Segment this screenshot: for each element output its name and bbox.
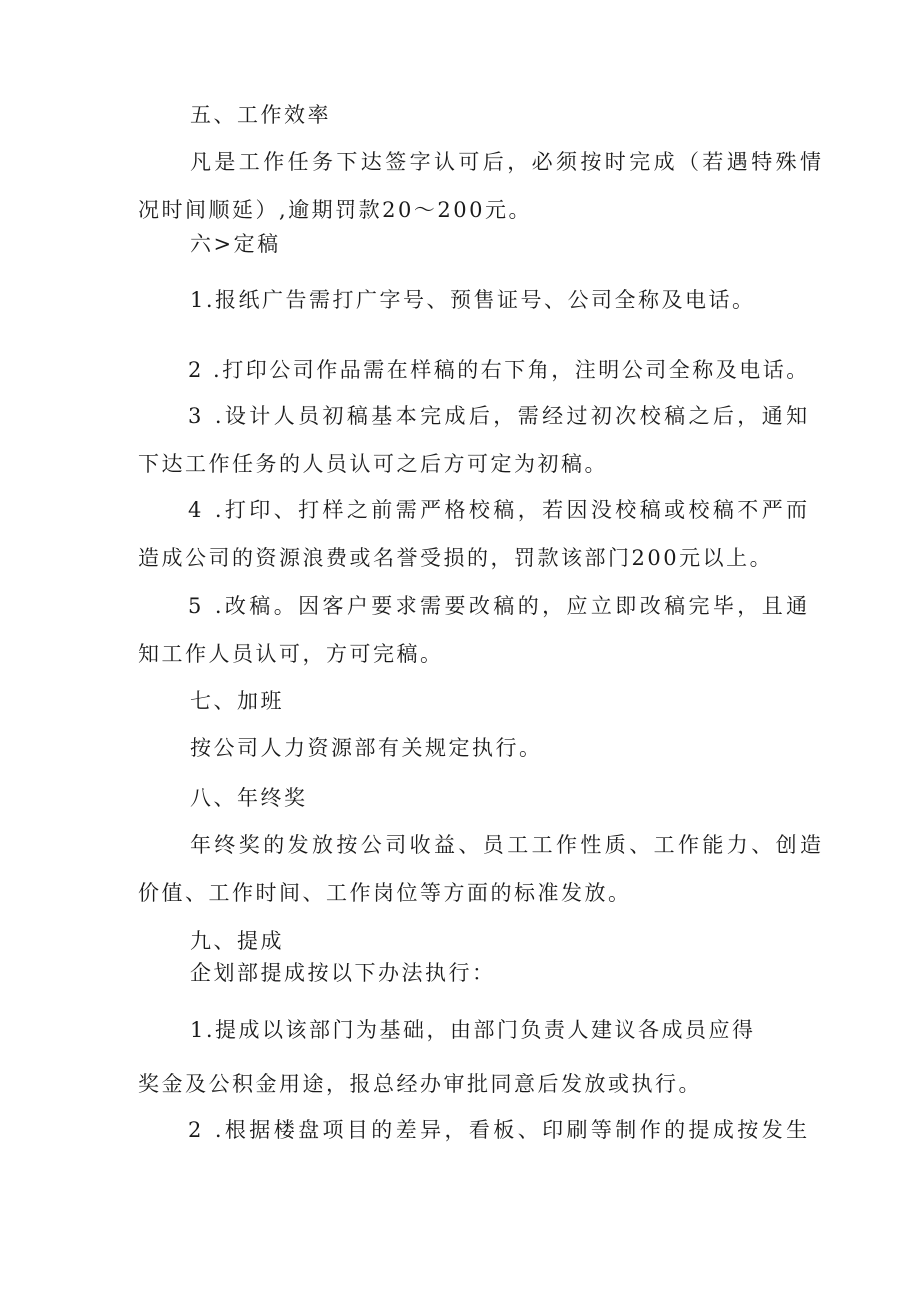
section8-para-line1: 年终奖的发放按公司收益、员工工作性质、工作能力、创造 [190,833,825,857]
section9-heading: 九、提成 [190,929,284,953]
section6-item5-line2: 知工作人员认可，方可完稿。 [138,642,444,666]
section9-item2: 2 .根据楼盘项目的差异，看板、印刷等制作的提成按发生 [188,1118,811,1142]
section7-para: 按公司人力资源部有关规定执行。 [190,736,543,760]
section6-item4-line1: 4 .打印、打样之前需严格校稿，若因没校稿或校稿不严而 [188,498,811,522]
section5-para-line2: 况时间顺延）,逾期罚款20～200元。 [138,198,532,222]
section6-item1: 1.报纸广告需打广字号、预售证号、公司全称及电话。 [190,288,756,312]
section7-heading: 七、加班 [190,689,284,713]
section6-item3-line1: 3 .设计人员初稿基本完成后，需经过初次校稿之后，通知 [188,404,811,428]
section8-para-line2: 价值、工作时间、工作岗位等方面的标准发放。 [138,881,632,905]
section6-item2: 2 .打印公司作品需在样稿的右下角，注明公司全称及电话。 [188,358,810,382]
section9-intro: 企划部提成按以下办法执行： [190,961,496,985]
section5-para-line1: 凡是工作任务下达签字认可后，必须按时完成（若遇特殊情 [190,150,825,174]
section8-heading: 八、年终奖 [190,786,308,810]
section6-item4-line2: 造成公司的资源浪费或名誉受损的，罚款该部门200元以上。 [138,546,774,570]
section6-heading: 六>定稿 [190,232,281,256]
section6-item3-line2: 下达工作任务的人员认可之后方可定为初稿。 [138,452,608,476]
section9-item1-line2: 奖金及公积金用途，报总经办审批同意后发放或执行。 [138,1072,702,1096]
section5-heading: 五、工作效率 [190,103,331,127]
section6-item5-line1: 5 .改稿。因客户要求需要改稿的，应立即改稿完毕，且通 [188,594,811,618]
section9-item1-line1: 1.提成以该部门为基础，由部门负责人建议各成员应得 [190,1018,756,1042]
